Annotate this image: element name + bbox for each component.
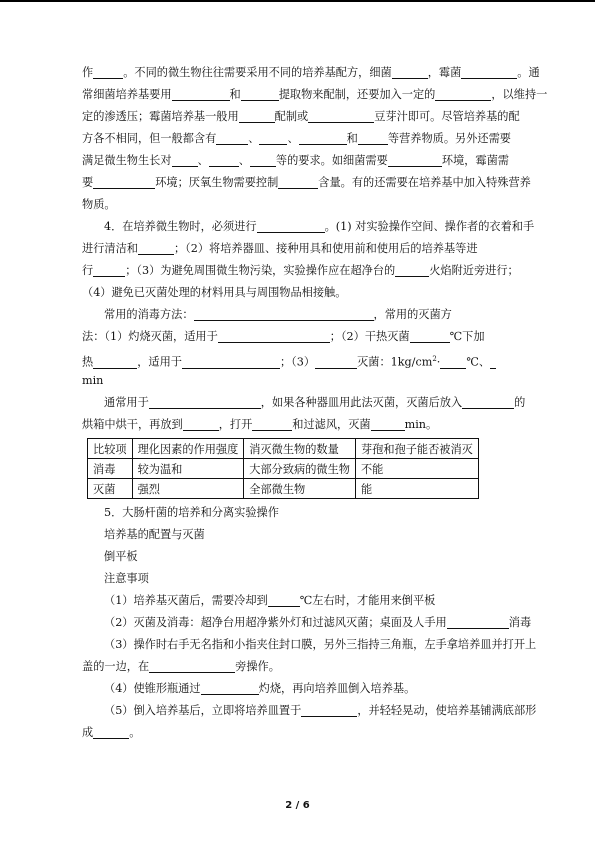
fill-blank[interactable] [194, 306, 374, 321]
fill-blank[interactable] [447, 614, 509, 629]
text-line [82, 282, 518, 304]
text-run: 盖的一边，在 [82, 660, 150, 673]
table-cell: 灭菌 [88, 479, 133, 499]
fill-blank[interactable] [201, 680, 259, 695]
fill-blank[interactable] [268, 592, 300, 607]
text-run: 等的要求。如细菌需要 [275, 154, 388, 167]
text-run: 方各不相同，但一般都含有 [82, 132, 217, 145]
header-rule [0, 0, 595, 2]
text-run: 等营养物质。另外还需要 [387, 132, 511, 145]
text-run: 。 [129, 726, 141, 739]
section-heading [82, 502, 518, 524]
text-run: 的 [514, 396, 526, 409]
text-line [82, 128, 518, 150]
table-row [88, 479, 479, 499]
text-run: 。不同的微生物往往需要采用不同的培养基配方，细菌 [123, 66, 392, 79]
fill-blank[interactable] [299, 130, 347, 145]
fill-blank[interactable] [278, 174, 318, 189]
text-run: （1）培养基灭菌后，需要冷却到 [104, 594, 268, 607]
table-cell: 消毒 [88, 459, 133, 479]
text-line [82, 392, 526, 414]
fill-blank[interactable] [257, 218, 325, 233]
text-line [82, 238, 518, 260]
text-run: 5．大肠杆菌的培养和分离实验操作 [104, 506, 279, 519]
fill-blank[interactable] [395, 262, 429, 277]
text-line [82, 612, 532, 634]
fill-blank[interactable] [392, 64, 428, 79]
text-run: 、 [287, 132, 299, 145]
fill-blank[interactable] [462, 394, 514, 409]
text-line [82, 106, 518, 128]
text-run: （2）灭菌及消毒：超净台用超净紫外灯和过滤风灭菌；桌面及人手用 [104, 616, 447, 629]
text-run: min [82, 374, 104, 387]
table-header-cell: 消灭微生物的数量 [244, 439, 356, 459]
page-number: 2 / 6 [285, 800, 310, 811]
fill-blank[interactable] [315, 354, 357, 369]
fill-blank[interactable] [149, 658, 235, 673]
fill-blank[interactable] [172, 152, 198, 167]
table-cell: 全部微生物 [244, 479, 356, 499]
table-header-row [88, 439, 479, 459]
text-run: min。 [404, 418, 438, 431]
text-run: 环境，霉菌需 [441, 154, 509, 167]
text-line [82, 656, 518, 678]
text-run: 作 [82, 66, 94, 79]
fill-blank[interactable] [461, 64, 517, 79]
fill-blank[interactable] [241, 86, 279, 101]
text-run: 注意事项 [104, 572, 149, 585]
text-run: 定的渗透压；霉菌培养基一般用 [82, 110, 239, 123]
text-line [82, 524, 518, 546]
text-run: ℃左右时，才能用来倒平板 [299, 594, 436, 607]
table-header-cell: 芽孢和孢子能否被消灭 [355, 439, 478, 459]
fill-blank[interactable] [183, 416, 219, 431]
document-body [82, 62, 548, 744]
text-run: 法：（1）灼烧灭菌，适用于 [82, 330, 218, 343]
text-run: ，霉菌 [427, 66, 462, 79]
text-run: ；（3） [279, 355, 316, 369]
table-cell: 大部分致病的微生物 [244, 459, 356, 479]
text-line [82, 568, 518, 590]
text-line [82, 260, 518, 282]
table-cell: 强烈 [132, 479, 244, 499]
text-run: 烘箱中烘干，再放到 [82, 418, 183, 431]
text-run: ，以维持一 [491, 88, 548, 101]
text-line [82, 216, 535, 238]
text-run: ；（3）为避免周围微生物污染，实验操作应在超净台的 [125, 264, 396, 277]
text-run: （4）避免已灭菌处理的材料用具与周围物品相接触。 [82, 286, 347, 299]
fill-blank[interactable] [490, 354, 496, 369]
text-line [82, 84, 548, 106]
fill-blank[interactable] [308, 108, 374, 123]
text-run: （4）使锥形瓶通过 [104, 682, 201, 695]
fill-blank[interactable] [93, 262, 125, 277]
text-run: ，常用的灭菌方 [373, 308, 452, 321]
text-line [82, 546, 518, 568]
text-run: ，并轻轻晃动，使培养基铺满底部形 [357, 704, 537, 717]
text-line [82, 634, 537, 656]
text-run: 灼烧，再向培养皿倒入培养基。 [258, 682, 416, 695]
fill-blank[interactable] [410, 328, 450, 343]
comparison-table-wrapper [87, 438, 518, 499]
fill-blank[interactable] [435, 86, 491, 101]
text-run: 灭菌：1kg/cm [357, 355, 433, 369]
text-line [82, 700, 537, 722]
text-run: 进行清洁和 [82, 242, 138, 255]
text-run: 常细菌培养基要用 [82, 88, 172, 101]
text-run: 成 [82, 726, 94, 739]
text-run: 豆芽汁即可。尽管培养基的配 [374, 110, 520, 123]
text-run: ；（2）将培养器皿、接种用具和使用前和使用后的培养基等进 [173, 242, 478, 255]
text-run: 。通 [517, 66, 540, 79]
text-run: 旁操作。 [235, 660, 280, 673]
text-run: 消毒 [508, 616, 532, 629]
text-run: ，适用于 [137, 355, 182, 369]
table-header-cell: 理化因素的作用强度 [132, 439, 244, 459]
text-run: 配制或 [274, 110, 309, 123]
text-run: 热 [82, 355, 94, 369]
table-cell: 不能 [355, 459, 478, 479]
fill-blank[interactable] [252, 416, 292, 431]
fill-blank[interactable] [149, 394, 261, 409]
fill-blank[interactable] [93, 354, 137, 369]
text-run: · [436, 355, 441, 369]
text-run: 倒平板 [104, 550, 138, 563]
text-run: 、 [248, 132, 260, 145]
text-run: 要 [82, 176, 94, 189]
table-cell: 较为温和 [132, 459, 244, 479]
fill-blank[interactable] [93, 174, 155, 189]
text-line [82, 414, 518, 436]
fill-blank[interactable] [358, 130, 388, 145]
text-run: ℃、 [466, 355, 491, 369]
fill-blank[interactable] [138, 240, 174, 255]
text-run: 和 [346, 132, 358, 145]
fill-blank[interactable] [250, 152, 276, 167]
text-run: 培养基的配置与灭菌 [104, 528, 205, 541]
fill-blank[interactable] [93, 724, 129, 739]
text-run: 含量。有的还需要在培养基中加入特殊营养 [318, 176, 531, 189]
table-cell: 能 [355, 479, 478, 499]
text-run: （3）操作时右手无名指和小指夹住封口膜，另外三指持三角瓶，左手拿培养皿并打开上 [104, 638, 537, 651]
text-run: 通常用于 [104, 396, 149, 409]
text-line [82, 150, 518, 172]
table-row [88, 459, 479, 479]
fill-blank[interactable] [239, 108, 275, 123]
text-run: 。(1) 对实验操作空间、操作者的衣着和手 [324, 220, 535, 233]
comparison-table [87, 438, 479, 499]
text-run: 物质。 [82, 198, 116, 211]
text-run: 满足微生物生长对 [82, 154, 172, 167]
text-run: 、 [197, 154, 209, 167]
fill-blank[interactable] [182, 354, 280, 369]
text-line [82, 370, 518, 392]
text-run: 和过滤风，灭菌 [292, 418, 371, 431]
text-run: 火焰附近旁进行； [429, 264, 519, 277]
fill-blank[interactable] [218, 328, 330, 343]
text-run: （5）倒入培养基后，立即将培养皿置于 [104, 704, 302, 717]
fill-blank[interactable] [440, 354, 466, 369]
fill-blank[interactable] [209, 152, 239, 167]
fill-blank[interactable] [301, 702, 357, 717]
text-line [82, 62, 540, 84]
table-header-cell: 比较项 [88, 439, 133, 459]
text-run: ；（2）干热灭菌 [329, 330, 410, 343]
text-line [82, 194, 518, 216]
text-run: 环境；厌氧生物需要控制 [155, 176, 279, 189]
text-line [82, 590, 518, 612]
fill-blank[interactable] [216, 130, 248, 145]
text-line [82, 304, 518, 326]
text-run: ，打开 [218, 418, 253, 431]
text-run: 行 [82, 264, 94, 277]
text-run: 常用的消毒方法： [104, 308, 194, 321]
text-line [82, 348, 518, 370]
text-line [82, 172, 531, 194]
text-line [82, 326, 518, 348]
text-run: 、 [238, 154, 250, 167]
text-run: 提取物来配制，还要加入一定的 [278, 88, 436, 101]
fill-blank[interactable] [371, 416, 405, 431]
text-run: 4．在培养微生物时，必须进行 [104, 220, 257, 233]
text-run: ℃下加 [449, 330, 485, 343]
fill-blank[interactable] [93, 64, 123, 79]
text-run: ，如果各种器皿用此法灭菌，灭菌后放入 [260, 396, 463, 409]
text-line [82, 722, 518, 744]
superscript: 2 [432, 355, 437, 363]
fill-blank[interactable] [172, 86, 230, 101]
text-run: 和 [229, 88, 241, 101]
fill-blank[interactable] [388, 152, 442, 167]
fill-blank[interactable] [259, 130, 287, 145]
text-line [82, 678, 518, 700]
